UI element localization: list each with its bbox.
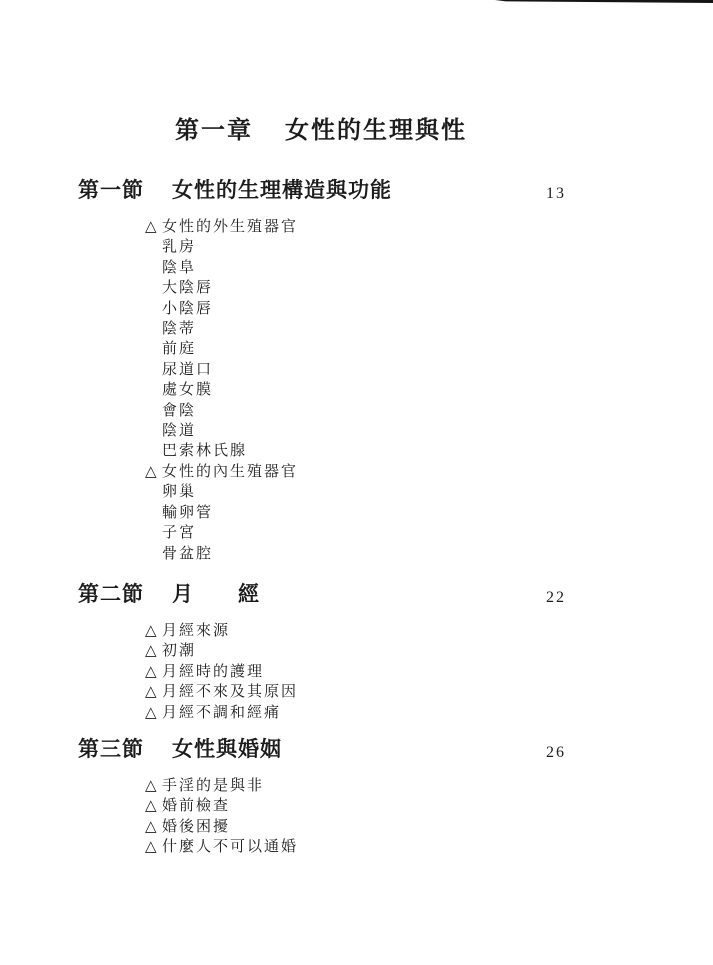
- section-items: [145, 621, 713, 723]
- toc-item-text: 大陰唇: [162, 280, 214, 297]
- toc-item-text: 初潮: [162, 643, 197, 660]
- toc-item: [145, 421, 713, 441]
- section-page-number: 13: [546, 185, 566, 202]
- triangle-marker-icon: △: [145, 798, 157, 815]
- chapter-label: 第一章: [175, 118, 253, 144]
- toc-item: [145, 441, 713, 461]
- toc-item: [145, 319, 713, 339]
- toc-item: [145, 523, 713, 543]
- section-items: [145, 217, 713, 564]
- chapter-title-text: 女性的生理與性: [285, 118, 467, 144]
- toc-item-text: 婚前檢查: [162, 798, 231, 815]
- toc-item-text: 子宮: [162, 525, 197, 542]
- toc-item-text: 月經時的護理: [162, 663, 265, 680]
- toc-item: [145, 776, 713, 796]
- toc-item-text: 什麼人不可以通婚: [162, 839, 299, 856]
- section-title: 月 經: [172, 581, 260, 606]
- toc-item-text: 女性的外生殖器官: [162, 219, 299, 235]
- toc-item-text: 手淫的是與非: [162, 777, 265, 794]
- toc-item: [145, 339, 713, 359]
- toc-item-text: 前庭: [162, 341, 197, 358]
- toc-section: [0, 737, 713, 858]
- toc-item: [145, 503, 713, 523]
- triangle-marker-icon: △: [145, 704, 157, 721]
- toc-item: [145, 621, 713, 641]
- toc-item-text: 骨盆腔: [162, 545, 214, 562]
- section-label: 第二節: [78, 581, 144, 606]
- toc-item-text: 卵巢: [162, 484, 197, 501]
- toc-section: [0, 178, 713, 564]
- toc-item-text: 陰蒂: [162, 321, 197, 338]
- toc-item: [145, 641, 713, 661]
- toc-item-text: 陰阜: [162, 259, 197, 276]
- chapter-title: [0, 0, 713, 146]
- section-header: [0, 737, 713, 761]
- toc-item: [145, 237, 713, 257]
- toc-item-text: 月經來源: [162, 622, 231, 639]
- toc-item-text: 月經不來及其原因: [162, 684, 299, 701]
- section-label: 第三節: [78, 736, 144, 761]
- triangle-marker-icon: △: [145, 643, 157, 660]
- toc-item: [145, 401, 713, 421]
- toc-item-text: 小陰唇: [162, 300, 214, 317]
- triangle-marker-icon: △: [145, 839, 157, 856]
- toc-item-text: 女性的內生殖器官: [162, 463, 299, 480]
- toc-item-text: 會陰: [162, 402, 197, 419]
- toc-item: [145, 662, 713, 682]
- toc-sections: [0, 178, 713, 858]
- toc-item: [145, 462, 713, 482]
- section-header: [0, 178, 713, 202]
- toc-item: [145, 837, 713, 857]
- toc-item-text: 巴索林氏腺: [162, 443, 248, 460]
- triangle-marker-icon: △: [145, 684, 157, 701]
- triangle-marker-icon: △: [145, 818, 157, 835]
- toc-item: [145, 258, 713, 278]
- section-items: [145, 776, 713, 858]
- section-page-number: 22: [546, 588, 566, 606]
- toc-item: [145, 796, 713, 816]
- toc-item: [145, 217, 713, 237]
- toc-item: [145, 544, 713, 564]
- toc-item: [145, 703, 713, 723]
- toc-item: [145, 299, 713, 319]
- section-title: 女性與婚姻: [172, 736, 282, 761]
- toc-item: [145, 360, 713, 380]
- toc-item-text: 尿道口: [162, 361, 214, 378]
- triangle-marker-icon: △: [145, 777, 157, 794]
- triangle-marker-icon: △: [145, 663, 157, 680]
- triangle-marker-icon: △: [145, 622, 157, 639]
- toc-item-text: 月經不調和經痛: [162, 704, 282, 721]
- toc-item: [145, 817, 713, 837]
- toc-item: [145, 482, 713, 502]
- toc-item: [145, 682, 713, 702]
- section-page-number: 26: [546, 743, 566, 761]
- triangle-marker-icon: △: [145, 463, 157, 480]
- toc-item-text: 處女膜: [162, 382, 214, 399]
- section-title: 女性的生理構造與功能: [172, 178, 392, 202]
- toc-item-text: 陰道: [162, 423, 197, 440]
- triangle-marker-icon: △: [145, 219, 157, 235]
- toc-item-text: 婚後困擾: [162, 818, 231, 835]
- toc-section: [0, 582, 713, 723]
- toc-item: [145, 380, 713, 400]
- toc-item: [145, 278, 713, 298]
- toc-item-text: 乳房: [162, 239, 197, 256]
- section-header: [0, 582, 713, 606]
- section-label: 第一節: [78, 178, 144, 202]
- toc-item-text: 輸卵管: [162, 504, 214, 521]
